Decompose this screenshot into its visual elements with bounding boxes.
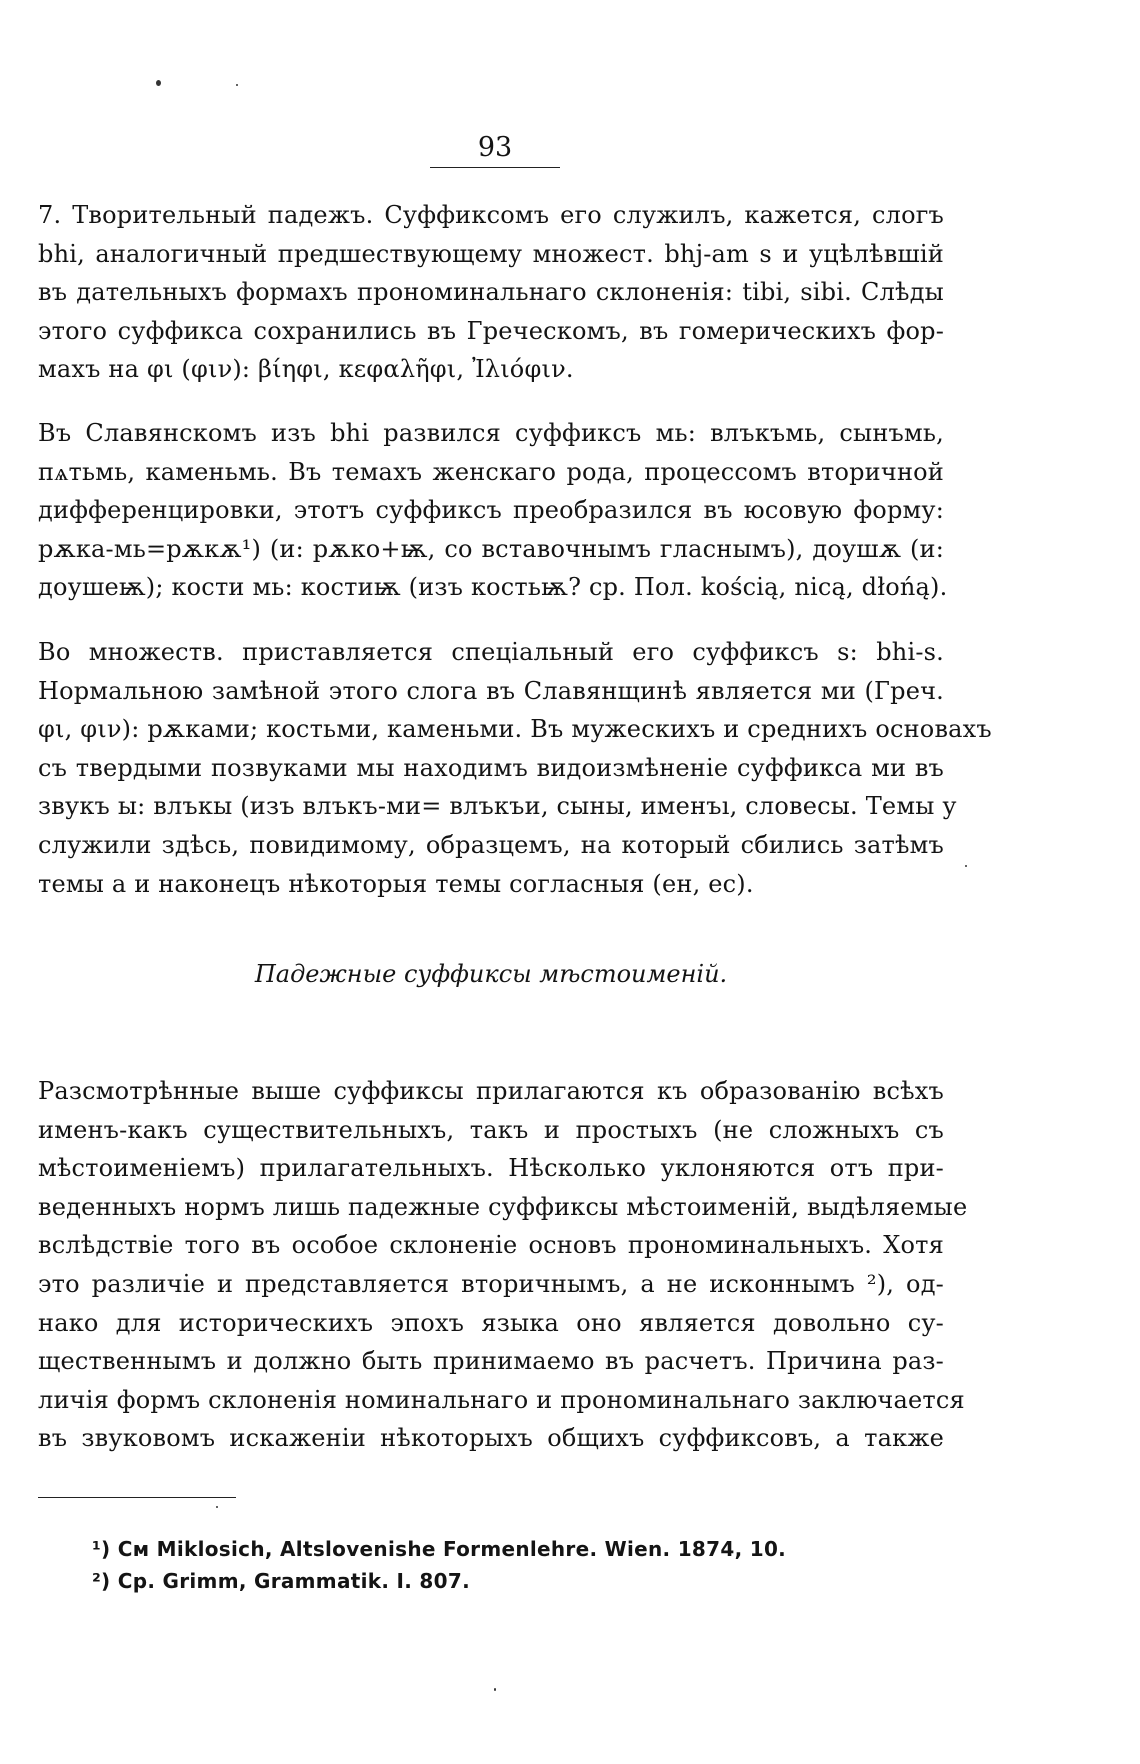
text-line: веденныхъ нормъ лишь падежные суффиксы мѣстоименій, выдѣляемые — [38, 1192, 968, 1221]
text-line: личія формъ склоненія номинальнаго и прономинальнаго заключается — [38, 1385, 965, 1414]
text-line: Въ Славянскомъ изъ bhi развился суффиксъ мь: влъкъмь, сынъмь, — [38, 419, 944, 447]
text-line: рѫка-мь=рѫкѫ¹) (и: рѫко+ѭ, со вставочнымъ гласнымъ), доушѫ (и: — [38, 534, 944, 563]
print-speck — [156, 80, 161, 86]
text-line: темы а и наконецъ нѣкоторыя темы согласныя (ен, ес). — [38, 869, 754, 898]
text-line: Нормальною замѣной этого слога въ Славянщинѣ является ми (Греч. — [38, 676, 944, 705]
text-line: дифференцировки, этотъ суффиксъ преобразился въ юсовую форму: — [38, 496, 944, 525]
print-speck — [494, 1688, 496, 1691]
text-line: bhi, аналогичный предшествующему множест. bhj-am s и уцѣлѣвшій — [38, 239, 944, 268]
footnote-divider — [38, 1497, 236, 1498]
page-number: 93 — [430, 132, 560, 168]
print-speck — [236, 84, 238, 86]
text-line: служили здѣсь, повидимому, образцемъ, на который сбились затѣмъ — [38, 830, 944, 859]
section-heading: Падежные суффиксы мѣстоименій. — [254, 960, 728, 988]
text-line: мѣстоименіемъ) прилагательныхъ. Нѣсколько уклоняются отъ при- — [38, 1154, 944, 1183]
text-line: въ дательныхъ формахъ прономинальнаго склоненія: tibi, sibi. Слѣды — [38, 278, 944, 307]
paragraph-pronominal — [38, 1072, 968, 1458]
text-line: махъ на φι (φιν): βίηφι, κεφαλῆφι, Ἰλιόφιν. — [38, 355, 574, 384]
text-line: въ звуковомъ искаженіи нѣкоторыхъ общихъ суффиксовъ, а также — [38, 1424, 944, 1453]
text-line: 7. Творительный падежъ. Суффиксомъ его служилъ, кажется, слогъ — [38, 201, 944, 229]
text-line: именъ-какъ существительныхъ, такъ и простыхъ (не сложныхъ съ — [38, 1115, 944, 1144]
print-speck — [965, 865, 967, 867]
paragraph-instrumental-case — [38, 196, 944, 389]
footnote-2: ²) Ср. Grimm, Grammatik. I. 807. — [92, 1569, 470, 1593]
paragraph-plural — [38, 633, 992, 903]
text-line: вслѣдствіе того въ особое склоненіе основъ прономинальныхъ. Хотя — [38, 1231, 944, 1260]
text-line: Во множеств. приставляется спеціальный его суффиксъ s: bhi-s. — [38, 638, 944, 666]
text-line: это различіе и представляется вторичнымъ, а не исконнымъ ²), од- — [38, 1269, 944, 1298]
text-line: пѧтьмь, каменьмь. Въ темахъ женскаго рода, процессомъ вторичной — [38, 457, 944, 486]
text-line: щественнымъ и должно быть принимаемо въ расчетъ. Причина раз- — [38, 1347, 944, 1376]
text-line: звукъ ы: влъкы (изъ влъкъ-ми= влъкъи, сыны, именъı, словесы. Темы у — [38, 792, 957, 821]
text-line: φι, φιν): рѫками; костьми, каменьми. Въ мужескихъ и среднихъ основахъ — [38, 715, 992, 744]
text-line: нако для историческихъ эпохъ языка оно является довольно су- — [38, 1308, 944, 1337]
text-line: Разсмотрѣнные выше суффиксы прилагаются къ образованію всѣхъ — [38, 1077, 944, 1105]
print-speck — [216, 1506, 218, 1508]
footnote-1: ¹) См Miklosich, Altslovenishe Formenlehre. Wien. 1874, 10. — [92, 1537, 787, 1561]
paragraph-slavic — [38, 414, 948, 607]
text-line: съ твердыми позвуками мы находимъ видоизмѣненіе суффикса ми въ — [38, 753, 944, 782]
text-line: этого суффикса сохранились въ Греческомъ, въ гомерическихъ фор- — [38, 316, 944, 345]
text-line: доушеѭ); кости мь: костиѭ (изъ костьѭ? ср. Пол. kością, nicą, dłońą). — [38, 573, 948, 602]
